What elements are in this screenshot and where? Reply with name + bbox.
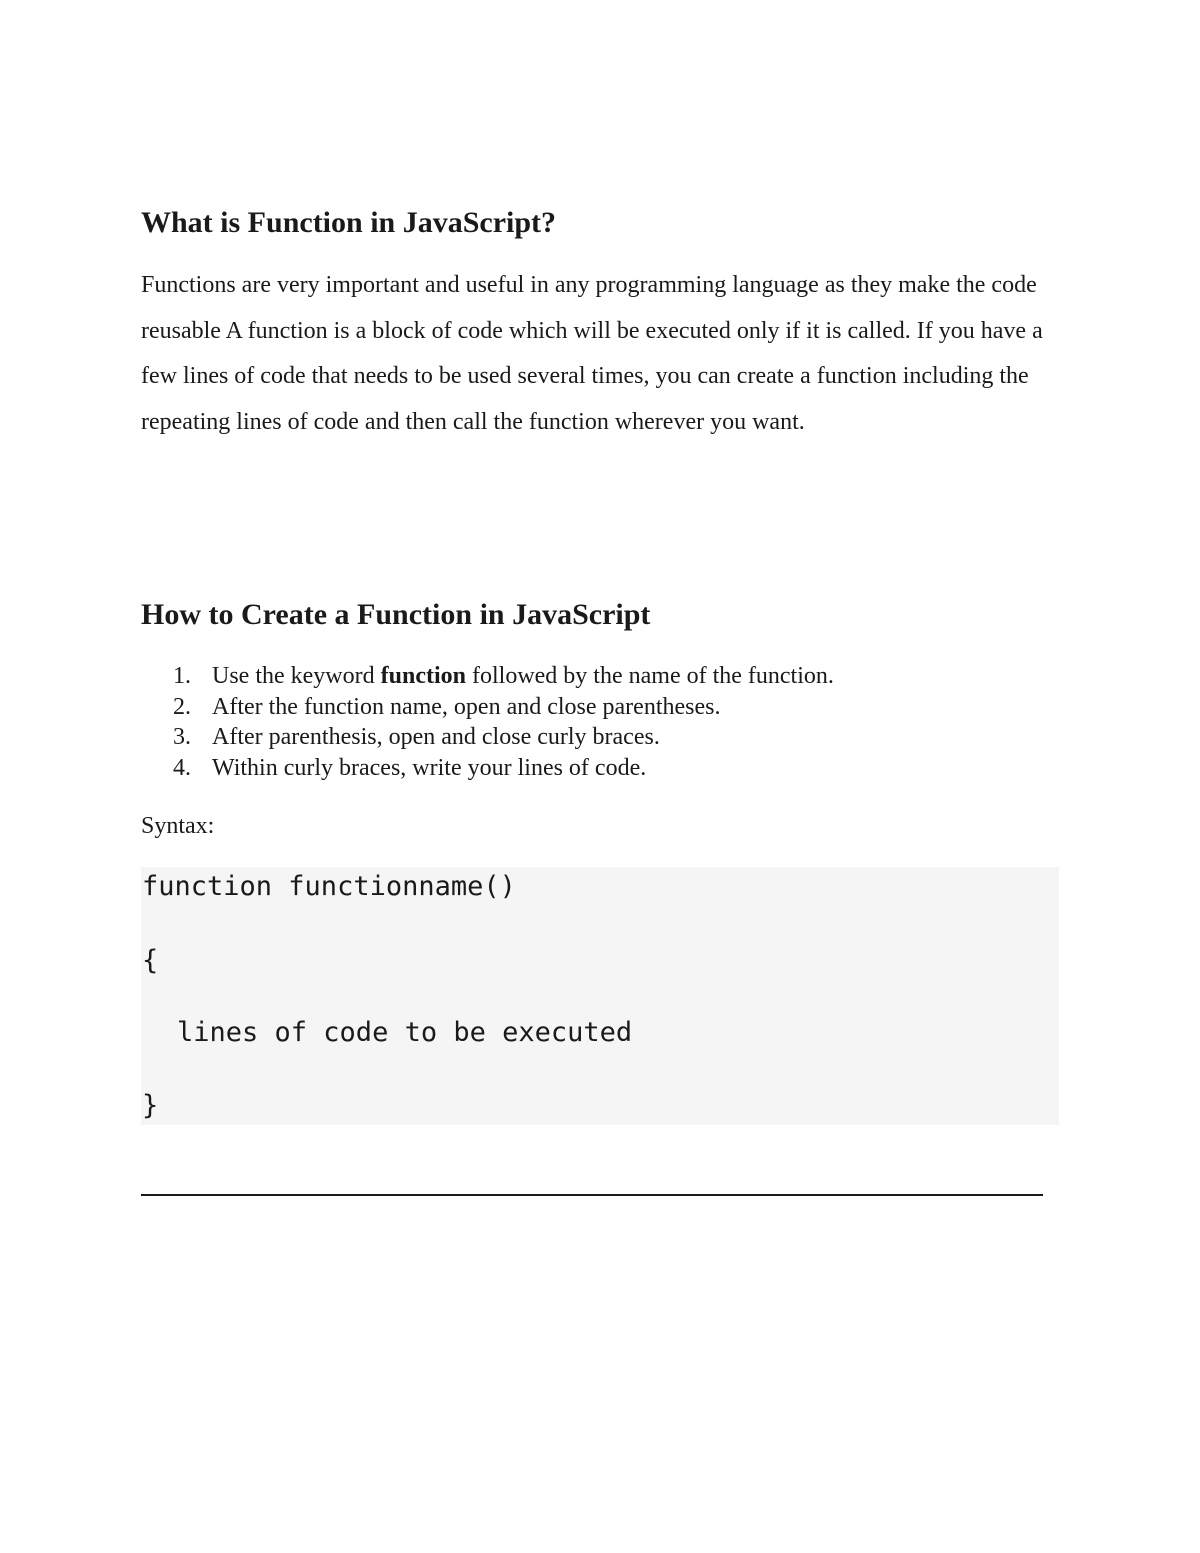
step-text: After the function name, open and close parentheses.: [212, 693, 721, 720]
step-text: After parenthesis, open and close curly braces.: [212, 724, 660, 750]
step-text-before: Use the keyword: [212, 663, 381, 689]
step-text-after: followed by the name of the function.: [465, 663, 834, 689]
step-number: 3.: [173, 724, 191, 750]
section-title-what-is-function: What is Function in JavaScript?: [141, 206, 557, 239]
step-text: Within curly braces, write your lines of code.: [212, 754, 647, 781]
code-line: lines of code to be executed: [177, 1017, 633, 1048]
step-number: 2.: [173, 693, 191, 720]
code-block: [141, 867, 1059, 1125]
function-description-paragraph: Functions are very important and useful in any programming language as they make the code reusable A function is a block of code which will be executed only if it is called. If you have a few lines of code that needs to be used several times, you can create a function including the repeating lines of code and then call the function wherever you want.: [141, 272, 1043, 435]
document-page: [141, 0, 1061, 1553]
code-line: {: [142, 945, 159, 976]
list-item: [141, 753, 834, 784]
list-item: [141, 661, 834, 692]
horizontal-divider: [141, 1194, 1043, 1196]
keyword-function: function: [380, 663, 466, 689]
syntax-label: Syntax:: [141, 813, 215, 839]
code-line: }: [142, 1090, 159, 1121]
step-number: 1.: [173, 663, 191, 689]
list-item: [141, 722, 834, 753]
list-item: [141, 692, 834, 723]
code-line: function functionname(): [142, 871, 516, 902]
step-number: 4.: [173, 754, 191, 781]
section-title-how-to-create: How to Create a Function in JavaScript: [141, 598, 651, 631]
steps-list: [141, 661, 834, 783]
